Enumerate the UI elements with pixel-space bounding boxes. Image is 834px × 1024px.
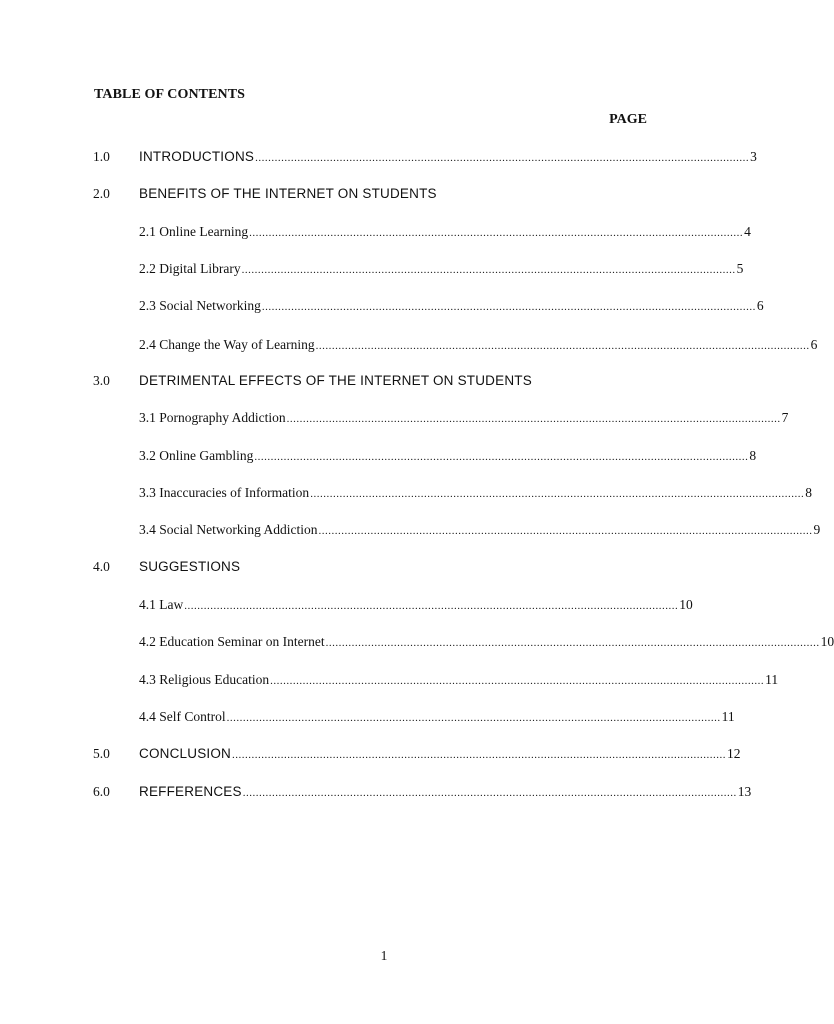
toc-entry-conclusion[interactable]: [139, 746, 741, 762]
toc-entry-introductions[interactable]: [139, 149, 757, 165]
toc-entry-page: 10: [820, 634, 834, 649]
dot-leader: ........................................................................................................................................................: [184, 600, 679, 612]
toc-heading: TABLE OF CONTENTS: [94, 87, 246, 102]
toc-entry-page: 6: [810, 337, 818, 352]
toc-entry-religious-education[interactable]: [139, 672, 779, 688]
toc-entry-title: 3.3 Inaccuracies of Information: [139, 485, 310, 500]
section-number: 6.0: [93, 784, 110, 799]
toc-entry-title: 2.3 Social Networking: [139, 298, 261, 313]
toc-entry-suggestions[interactable]: SUGGESTIONS: [139, 559, 241, 574]
toc-entry-page: 11: [721, 709, 735, 724]
toc-entry-page: 13: [737, 784, 752, 799]
dot-leader: ........................................................................................................................................................: [310, 488, 805, 500]
toc-entry-social-networking-addiction[interactable]: [139, 522, 821, 538]
toc-entry-title: 4.2 Education Seminar on Internet: [139, 634, 325, 649]
dot-leader: ........................................................................................................................................................: [325, 637, 820, 649]
toc-entry-title: 3.4 Social Networking Addiction: [139, 522, 318, 537]
toc-entry-page: 3: [750, 149, 757, 164]
toc-entry-title: REFFERENCES: [139, 784, 242, 799]
toc-entry-title: 2.4 Change the Way of Learning: [139, 337, 315, 352]
dot-leader: ........................................................................................................................................................: [232, 749, 727, 761]
dot-leader: ........................................................................................................................................................: [241, 264, 736, 276]
toc-entry-page: 4: [744, 224, 751, 239]
toc-entry-detrimental-effects[interactable]: DETRIMENTAL EFFECTS OF THE INTERNET ON STUDENTS: [139, 373, 532, 388]
dot-leader: ........................................................................................................................................................: [315, 340, 810, 352]
toc-entry-self-control[interactable]: [139, 709, 735, 725]
toc-entry-references[interactable]: [139, 784, 752, 800]
toc-entry-title: 2.2 Digital Library: [139, 261, 241, 276]
toc-entry-page: 5: [736, 261, 744, 276]
toc-entry-title: 4.1 Law: [139, 597, 184, 612]
toc-entry-digital-library[interactable]: [139, 261, 744, 277]
toc-entry-title: 4.4 Self Control: [139, 709, 226, 724]
toc-entry-change-way-of-learning[interactable]: [139, 337, 818, 353]
toc-entry-page: 6: [756, 298, 764, 313]
toc-entry-page: 7: [781, 410, 789, 425]
toc-entry-page: 9: [813, 522, 821, 537]
toc-entry-title: INTRODUCTIONS: [139, 149, 255, 164]
toc-entry-education-seminar[interactable]: [139, 634, 834, 650]
dot-leader: ........................................................................................................................................................: [242, 787, 737, 799]
dot-leader: ........................................................................................................................................................: [249, 227, 744, 239]
toc-entry-law[interactable]: [139, 597, 693, 613]
dot-leader: ........................................................................................................................................................: [286, 413, 781, 425]
toc-entry-page: 11: [765, 672, 779, 687]
toc-entry-page: 8: [749, 448, 757, 463]
toc-entry-title: 3.1 Pornography Addiction: [139, 410, 286, 425]
toc-entry-inaccuracies[interactable]: [139, 485, 812, 501]
toc-entry-online-gambling[interactable]: [139, 448, 757, 464]
toc-entry-title: 4.3 Religious Education: [139, 672, 270, 687]
section-number: 1.0: [93, 149, 110, 164]
toc-entry-page: 12: [727, 746, 741, 761]
toc-entry-title: 3.2 Online Gambling: [139, 448, 254, 463]
dot-leader: ........................................................................................................................................................: [254, 451, 749, 463]
page-column-label: PAGE: [609, 112, 647, 127]
toc-entry-benefits[interactable]: BENEFITS OF THE INTERNET ON STUDENTS: [139, 186, 437, 201]
page-number-footer: 1: [380, 948, 388, 963]
dot-leader: ........................................................................................................................................................: [261, 301, 756, 313]
toc-entry-social-networking[interactable]: [139, 298, 764, 314]
dot-leader: ........................................................................................................................................................: [318, 525, 813, 537]
section-number: 4.0: [93, 559, 110, 574]
section-number: 2.0: [93, 186, 110, 201]
toc-entry-title: 2.1 Online Learning: [139, 224, 249, 239]
dot-leader: ........................................................................................................................................................: [255, 152, 750, 164]
toc-entry-page: 10: [679, 597, 693, 612]
section-number: 3.0: [93, 373, 110, 388]
toc-entry-page: 8: [805, 485, 812, 500]
toc-entry-online-learning[interactable]: [139, 224, 751, 240]
dot-leader: ........................................................................................................................................................: [270, 675, 765, 687]
toc-entry-title: CONCLUSION: [139, 746, 232, 761]
dot-leader: ........................................................................................................................................................: [226, 712, 721, 724]
toc-entry-pornography-addiction[interactable]: [139, 410, 789, 426]
section-number: 5.0: [93, 746, 110, 761]
